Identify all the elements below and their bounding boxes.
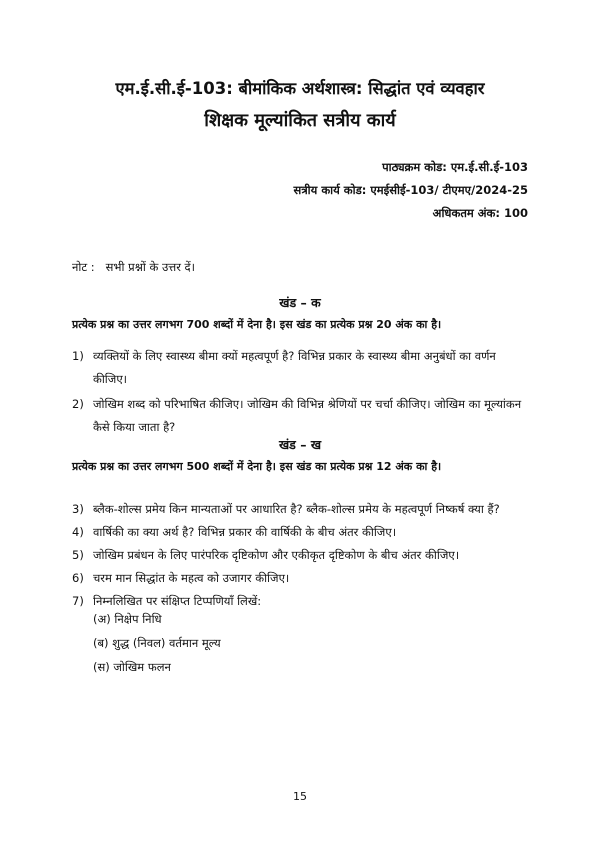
question-text: निम्नलिखित पर संक्षिप्त टिप्पणियाँ लिखें: [93,594,262,608]
section-b-heading: खंड – ख [278,437,322,452]
section-a-instruction: प्रत्येक प्रश्न का उत्तर लगभग 700 शब्दों में देना है। इस खंड का प्रत्येक प्रश्न 20 अंक का है। [72,318,442,331]
assignment-title: शिक्षक मूल्यांकित सत्रीय कार्य [204,110,396,131]
question-item [72,393,528,439]
question-item [72,567,528,590]
section-a-heading: खंड – क [279,295,321,310]
question-text: जोखिम प्रबंधन के लिए पारंपरिक दृष्टिकोण और एकीकृत दृष्टिकोण के बीच अंतर कीजिए। [93,548,460,562]
question-item [72,544,528,567]
question-text: ब्लैक-शोल्स प्रमेय किन मान्यताओं पर आधारित है? ब्लैक-शोल्स प्रमेय के महत्वपूर्ण निष्कर्ष क्या हैं? [93,502,500,516]
assignment-code: सत्रीय कार्य कोड: एमईसीई-103/ टीएमए/2024-25 [293,183,528,197]
section-b-instruction: प्रत्येक प्रश्न का उत्तर लगभग 500 शब्दों में देना है। इस खंड का प्रत्येक प्रश्न 12 अंक का है। [72,460,442,473]
question-number: 1) [72,349,84,363]
question-item [72,498,528,521]
question-number: 3) [72,502,84,516]
max-marks: अधिकतम अंक: 100 [432,206,528,220]
question-item [72,345,528,391]
page-number: 15 [293,790,307,803]
question-number: 5) [72,548,84,562]
question-number: 6) [72,571,84,585]
question-text: चरम मान सिद्धांत के महत्व को उजागर कीजिए। [93,571,290,585]
question-text: जोखिम शब्द को परिभाषित कीजिए। जोखिम की विभिन्न श्रेणियों पर चर्चा कीजिए। जोखिम का मूल्यांकन कैसे किया जाता है? [93,397,522,434]
question-number: 2) [72,397,84,411]
question-item [72,590,528,613]
question-number: 4) [72,525,84,539]
course-code: पाठ्यक्रम कोड: एम.ई.सी.ई-103 [382,160,528,174]
sub-item: (अ) निक्षेप निधि [93,612,162,626]
question-item [72,521,528,544]
sub-item: (ब) शुद्ध (निवल) वर्तमान मूल्य [93,636,221,650]
question-text: व्यक्तियों के लिए स्वास्थ्य बीमा क्यों महत्वपूर्ण है? विभिन्न प्रकार के स्वास्थ्य बीमा अनुबंधों का वर्णन कीजिए। [93,349,496,386]
question-number: 7) [72,594,84,608]
course-title: एम.ई.सी.ई-103: बीमांकिक अर्थशास्त्र: सिद्धांत एवं व्यवहार [115,79,485,98]
question-text: वार्षिकी का क्या अर्थ है? विभिन्न प्रकार की वार्षिकी के बीच अंतर कीजिए। [93,525,397,539]
general-note: नोट : सभी प्रश्नों के उत्तर दें। [72,260,196,274]
sub-item: (स) जोखिम फलन [93,660,171,674]
